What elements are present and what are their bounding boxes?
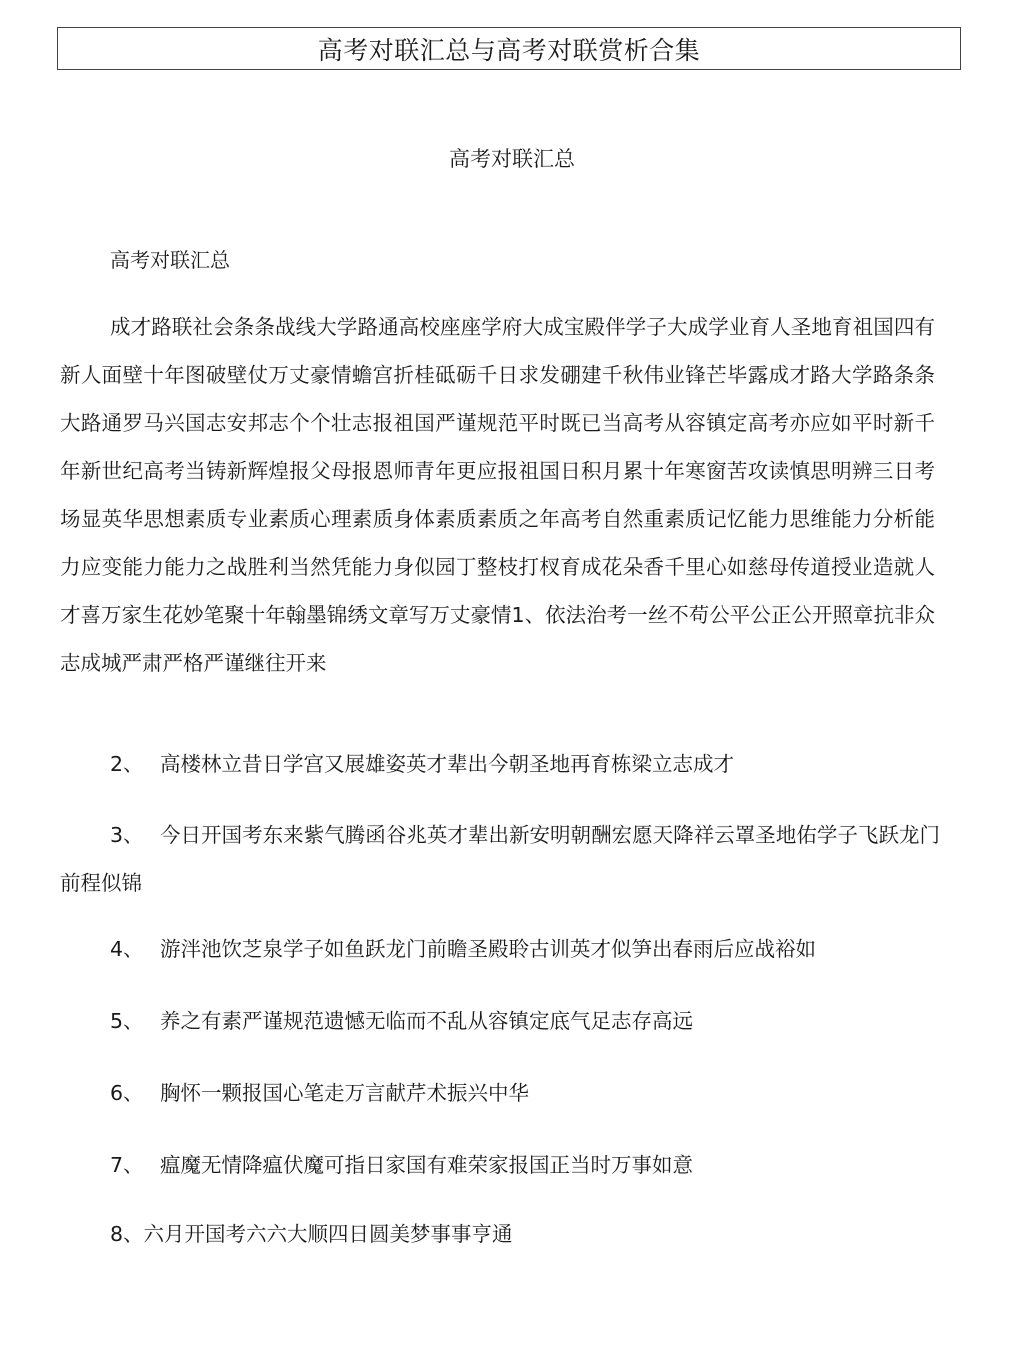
- list-item: [60, 1210, 940, 1258]
- item-number: 8、: [110, 1222, 144, 1246]
- item-text: 养之有素严谨规范遗憾无临而不乱从容镇定底气足志存高远: [160, 1009, 693, 1033]
- section-subtitle: 高考对联汇总: [449, 147, 575, 171]
- list-item: [60, 811, 940, 907]
- list-item: [60, 1069, 940, 1117]
- item-number: 5、: [110, 1009, 144, 1033]
- document-title: 高考对联汇总与高考对联赏析合集: [57, 27, 961, 70]
- item-number: 6、: [110, 1081, 144, 1105]
- item-text: 瘟魔无情降瘟伏魔可指日家国有难荣家报国正当时万事如意: [160, 1153, 693, 1177]
- list-item: [60, 1141, 940, 1189]
- list-item: [60, 997, 940, 1045]
- section-heading: 高考对联汇总: [110, 248, 230, 272]
- item-number: 2、: [110, 752, 144, 776]
- item-number: 4、: [110, 937, 144, 961]
- item-text: 胸怀一颗报国心笔走万言献芹术振兴中华: [160, 1081, 529, 1105]
- item-text: 六月开国考六六大顺四日圆美梦事事亨通: [143, 1222, 513, 1246]
- list-item: [60, 740, 940, 788]
- item-number: 7、: [110, 1153, 144, 1177]
- item-number: 3、: [110, 823, 144, 847]
- item-text: 今日开国考东来紫气腾函谷兆英才辈出新安明朝酬宏愿天降祥云罩圣地佑学子飞跃龙门前程似锦: [60, 823, 940, 895]
- list-item: [60, 925, 940, 973]
- item-text: 高楼林立昔日学宫又展雄姿英才辈出今朝圣地再育栋梁立志成才: [160, 752, 734, 776]
- body-paragraph: 成才路联社会条条战线大学路通高校座座学府大成宝殿伴学子大成学业育人圣地育祖国四有新人面壁十年图破壁仗万丈豪情蟾宫折桂砥砺千日求发硼建千秋伟业锋芒毕露成才路大学路条条大路通罗马兴国志安邦志个个壮志报祖国严谨规范平时既已当高考从容镇定高考亦应如平时新千年新世纪高考当铸新辉煌报父母报恩师青年更应报祖国日积月累十年寒窗苦攻读慎思明辨三日考场显英华思想素质专业素质心理素质身体素质素质之年高考自然重素质记忆能力思维能力分析能力应变能力能力之战胜利当然凭能力身似园丁整枝打杈育成花朵香千里心如慈母传道授业造就人才喜万家生花妙笔聚十年翰墨锦绣文章写万丈豪情1、依法治考一丝不苟公平公正公开照章抗非众志成城严肃严格严谨继往开来: [60, 315, 935, 675]
- item-text: 游泮池饮芝泉学子如鱼跃龙门前瞻圣殿聆古训英才似笋出春雨后应战裕如: [160, 937, 816, 961]
